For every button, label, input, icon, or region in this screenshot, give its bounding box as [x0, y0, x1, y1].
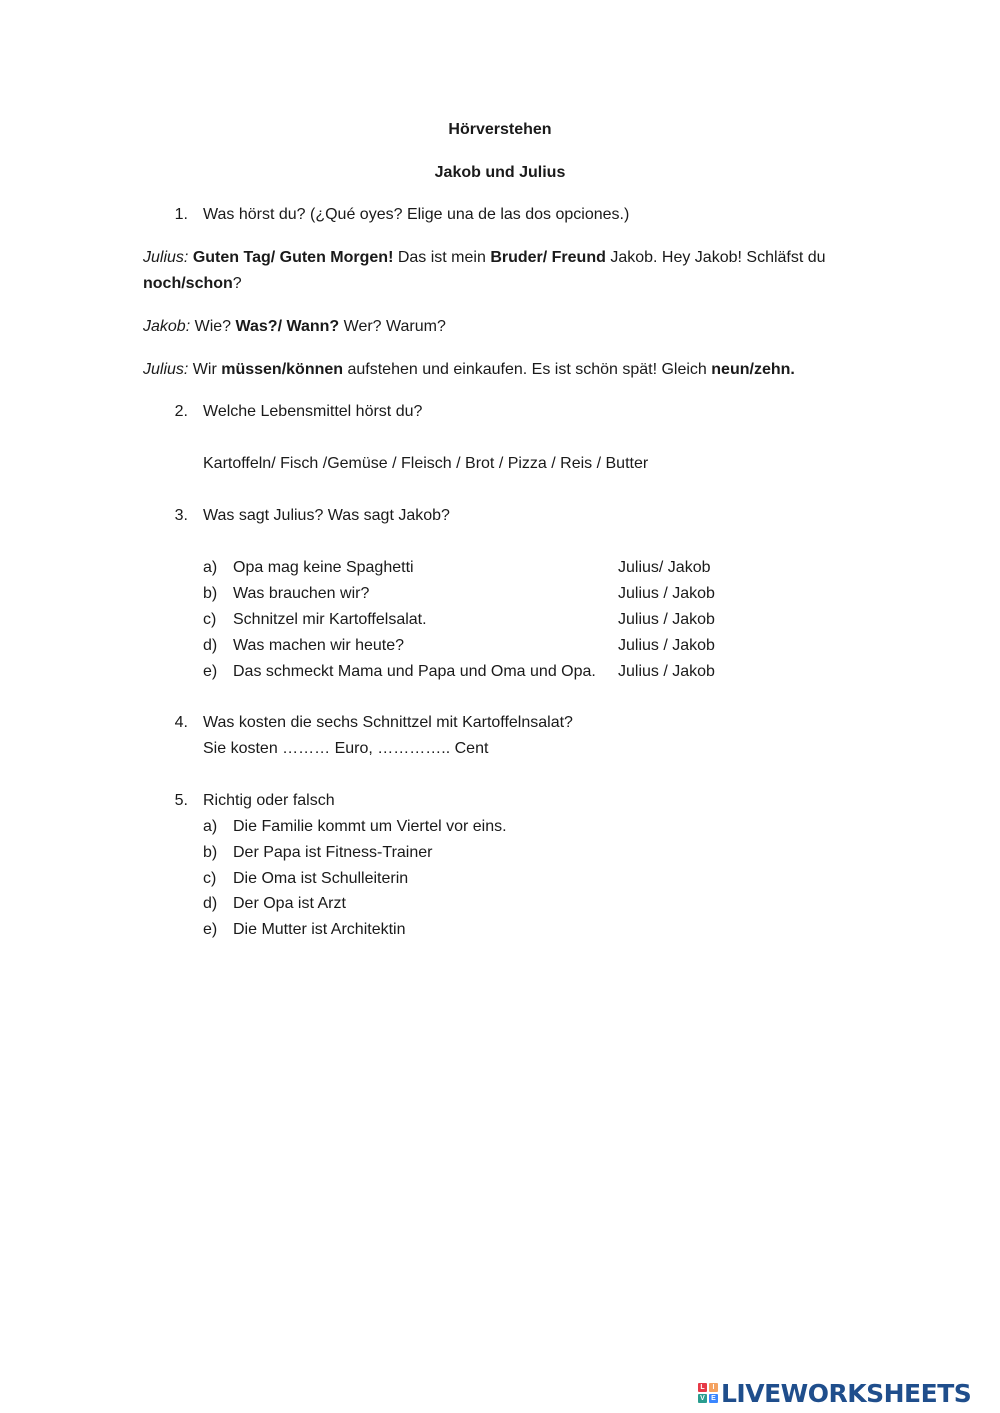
food-options[interactable]: Kartoffeln/ Fisch /Gemüse / Fleisch / Brot / Pizza / Reis / Butter [203, 455, 649, 472]
list-item [203, 558, 763, 578]
question-number: 2. [174, 403, 188, 420]
speaker-choice[interactable]: Julius / Jakob [618, 585, 715, 602]
item-text: Die Oma ist Schulleiterin [233, 870, 409, 887]
logo-mark-icon [698, 1383, 718, 1403]
question-text: Was kosten die sechs Schnittzel mit Kartoffelnsalat? [203, 714, 573, 731]
logo-mark-tile: V [698, 1394, 707, 1403]
logo-mark-tile: L [698, 1383, 707, 1392]
list-item[interactable] [203, 894, 346, 914]
logo-mark-tile: E [709, 1394, 718, 1403]
item-text: Das schmeckt Mama und Papa und Oma und Opa. [233, 663, 596, 680]
question-number: 1. [174, 206, 188, 223]
list-item [203, 662, 763, 682]
item-text: Schnitzel mir Kartoffelsalat. [233, 611, 427, 628]
item-letter: e) [203, 921, 218, 938]
item-text: Was machen wir heute? [233, 637, 405, 654]
question-number: 3. [174, 507, 188, 524]
logo-mark-tile: I [709, 1383, 718, 1392]
item-letter: d) [203, 637, 218, 654]
dialog-text: Wir [188, 361, 222, 378]
list-item [203, 610, 763, 630]
answer-blank[interactable]: Sie kosten ……… Euro, ………….. Cent [203, 740, 489, 757]
item-text: Die Mutter ist Architektin [233, 921, 406, 938]
speaker-choice[interactable]: Julius / Jakob [618, 611, 715, 628]
speaker-label: Jakob: [143, 318, 191, 335]
item-letter: e) [203, 663, 218, 680]
dialog-line-continuation [143, 274, 242, 294]
choice-option[interactable]: neun/zehn. [711, 361, 795, 378]
speaker-label: Julius: [143, 361, 189, 378]
list-item[interactable] [203, 843, 433, 863]
question-number: 5. [174, 792, 188, 809]
item-text: Der Opa ist Arzt [233, 895, 346, 912]
speaker-label: Julius: [143, 249, 189, 266]
dialog-text: Wie? [190, 318, 236, 335]
question-number: 4. [174, 714, 188, 731]
list-item[interactable] [203, 817, 507, 837]
list-item[interactable] [203, 920, 406, 940]
item-letter: d) [203, 895, 218, 912]
choice-option[interactable]: müssen/können [221, 361, 344, 378]
item-text: Was brauchen wir? [233, 585, 370, 602]
choice-option[interactable]: noch/schon [143, 275, 233, 292]
dialog-line [143, 248, 826, 268]
dialog-line [143, 360, 795, 380]
dialog-text: Jakob. Hey Jakob! Schläfst du [605, 249, 826, 266]
item-text: Der Papa ist Fitness-Trainer [233, 844, 433, 861]
question-text: Richtig oder falsch [203, 792, 335, 809]
list-item[interactable] [203, 869, 409, 889]
item-letter: c) [203, 611, 217, 628]
item-letter: b) [203, 585, 218, 602]
list-item [203, 636, 763, 656]
speaker-choice[interactable]: Julius/ Jakob [618, 559, 711, 576]
page-subtitle: Jakob und Julius [434, 164, 566, 181]
page-title: Hörverstehen [448, 121, 552, 138]
item-letter: b) [203, 844, 218, 861]
item-letter: a) [203, 559, 218, 576]
item-text: Opa mag keine Spaghetti [233, 559, 414, 576]
speaker-choice[interactable]: Julius / Jakob [618, 637, 715, 654]
question-text: Welche Lebensmittel hörst du? [203, 403, 423, 420]
item-letter: c) [203, 870, 217, 887]
dialog-text: ? [232, 275, 242, 292]
list-item [203, 584, 763, 604]
item-text: Die Familie kommt um Viertel vor eins. [233, 818, 507, 835]
dialog-text: aufstehen und einkaufen. Es ist schön spät! Gleich [343, 361, 712, 378]
dialog-text: Das ist mein [393, 249, 491, 266]
question-text: Was sagt Julius? Was sagt Jakob? [203, 507, 450, 524]
dialog-line [143, 317, 446, 337]
question-text: Was hörst du? (¿Qué oyes? Elige una de las dos opciones.) [203, 206, 630, 223]
choice-option[interactable]: Was?/ Wann? [235, 318, 340, 335]
item-letter: a) [203, 818, 218, 835]
speaker-choice[interactable]: Julius / Jakob [618, 663, 715, 680]
liveworksheets-logo [698, 1378, 971, 1408]
logo-text: LIVEWORKSHEETS [721, 1378, 972, 1408]
choice-option[interactable]: Bruder/ Freund [490, 249, 606, 266]
dialog-text: Wer? Warum? [339, 318, 446, 335]
choice-option[interactable]: Guten Tag/ Guten Morgen! [192, 249, 394, 266]
